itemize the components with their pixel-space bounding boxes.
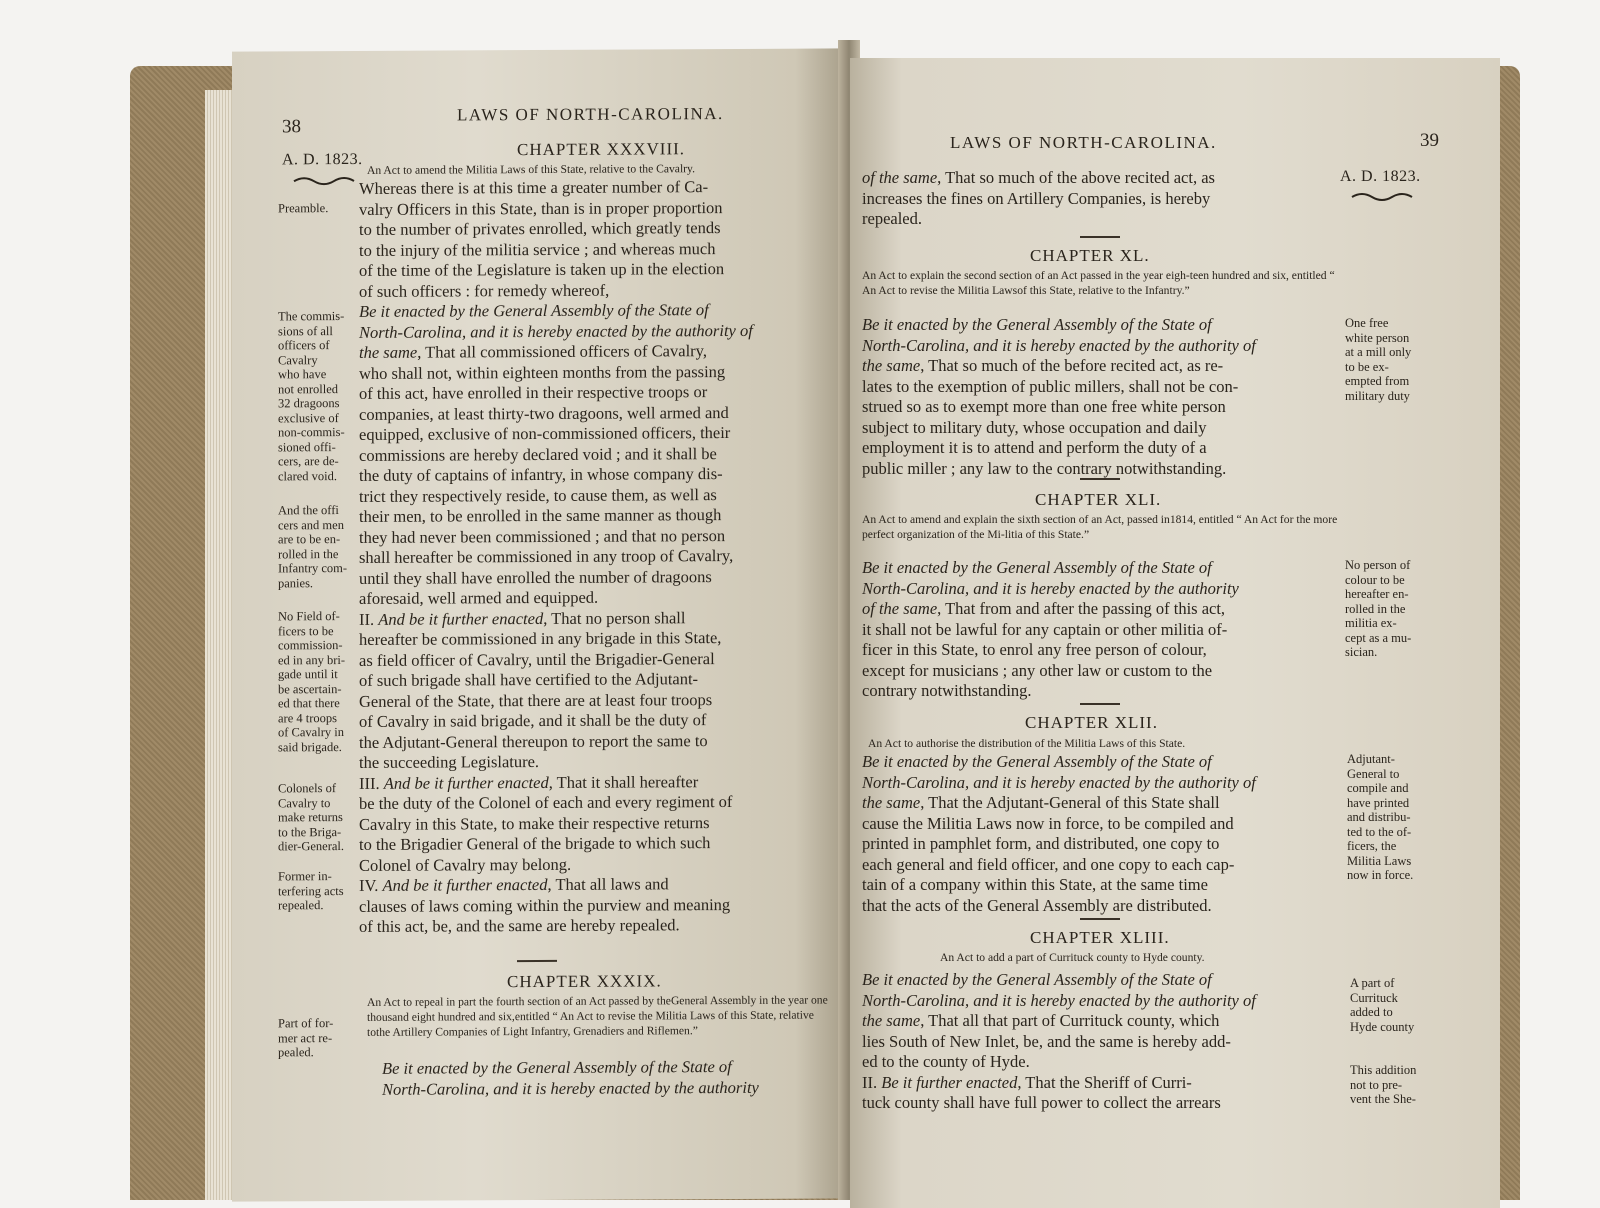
text-line: ed to the county of Hyde.	[862, 1052, 1030, 1071]
text-line: Currituck	[1350, 990, 1398, 1005]
text-line: cers, are de-	[278, 454, 339, 469]
text-line: ficers to be	[278, 623, 334, 638]
text-line: Hyde county	[1350, 1019, 1415, 1034]
running-head: LAWS OF NORTH-CAROLINA.	[950, 133, 1217, 152]
text-line: said brigade.	[278, 739, 342, 754]
chapter-heading: CHAPTER XLI.	[1035, 490, 1162, 509]
text-line: hereafter be commissioned in any brigade in this State,	[359, 628, 722, 649]
text-line: teen hundred and six, entitled “ An Act to revise the Militia Laws	[862, 269, 1335, 297]
text-line: that the acts of the General Assembly are distributed.	[862, 895, 1212, 915]
text-line: North-Carolina, and it is hereby enacted by the authority of	[862, 990, 1256, 1010]
text-line: Be it enacted by the General Assembly of the State of	[359, 300, 709, 321]
text-line: III. And be it further enacted, That it shall hereafter	[359, 771, 699, 793]
text-line: North-Carolina, and it is hereby enacted by the authority	[862, 578, 1239, 598]
text-line: empted from	[1345, 374, 1410, 388]
margin-note	[1345, 316, 1411, 403]
text-line: shall hereafter be commissioned in any troop of Cavalry,	[359, 545, 734, 567]
divider-rule	[517, 960, 557, 962]
enacting-clause: of the same	[862, 599, 938, 618]
act-abstract	[940, 950, 1360, 965]
text-line: to the number of privates enrolled, which greatly tends	[359, 218, 721, 239]
text-line: it shall not be lawful for any captain or other militia of-	[862, 619, 1228, 639]
text-line: the same, That the Adjutant-General of this State shall	[862, 793, 1220, 812]
text-line: of such brigade shall have certified to the Adjutant-	[359, 669, 699, 690]
chapter-body	[862, 315, 1342, 479]
text-line: aforesaid, well armed and equipped.	[359, 587, 599, 608]
text-line: General to	[1347, 766, 1400, 781]
text-line: who have	[278, 367, 327, 382]
text-line: tuck county shall have full power to collect the arrears	[862, 1093, 1221, 1112]
text-line: at a mill only	[1345, 345, 1412, 359]
text-line: clared void.	[278, 468, 338, 483]
chapter-heading: CHAPTER XLII.	[1025, 713, 1158, 732]
text-line: ed in any bri-	[278, 652, 345, 667]
text-line: ficer in this State, to enrol any free person of colour,	[862, 640, 1207, 659]
text-line: not enrolled	[278, 381, 339, 396]
text-line: of this act, have enrolled in their respective troops or	[359, 382, 708, 403]
continuation-text	[862, 168, 1342, 230]
margin-note	[1347, 752, 1413, 883]
chapter-heading: CHAPTER XLIII.	[1030, 928, 1170, 947]
text-line: to be ex-	[1345, 359, 1389, 374]
text-line: mer act re-	[278, 1030, 333, 1045]
margin-note-preamble	[278, 201, 328, 216]
text-line: the Artillery Companies of Light Infantry, Grenadiers and Riflemen.”	[376, 1024, 698, 1039]
text-line: of the same, That from and after the passing of this act,	[862, 599, 1226, 618]
text-line: entitled “ An Act to revise the Militia Laws of this State, relative to	[367, 1008, 814, 1039]
squiggle-ornament	[1350, 191, 1420, 203]
chapter-body	[382, 1056, 832, 1099]
act-abstract	[862, 268, 1342, 298]
text-line: hereafter en-	[1345, 587, 1409, 601]
text-line: Be it enacted by the General Assembly of the State of	[862, 752, 1212, 771]
divider-rule	[1080, 918, 1120, 920]
margin-note-former-acts	[278, 869, 344, 913]
text-line: of Cavalry in said brigade, and it shall be the duty of	[359, 710, 707, 731]
text-line: panies.	[278, 575, 314, 590]
text-line: be the duty of the Colonel of each and every regiment of	[359, 791, 733, 813]
text-line: cause the Militia Laws now in force, to be compiled and	[862, 813, 1234, 833]
page-number: 39	[1420, 130, 1439, 151]
text-line: rolled in the	[278, 546, 339, 561]
text-line: to the injury of the militia service ; and whereas much	[359, 238, 716, 260]
text-line: General Assembly in the year one thousand eight hundred and six,	[367, 993, 828, 1024]
text-line: repealed.	[862, 209, 922, 228]
text-line: of the same, That so much of the above recited act, as	[862, 168, 1215, 187]
act-abstract	[862, 512, 1342, 542]
text-line: North-Carolina, and it is hereby enacted by the authority of	[862, 335, 1256, 355]
text-line: vent the She-	[1350, 1092, 1416, 1106]
text-line: trict they respectively reside, to cause them, as well as	[359, 484, 717, 506]
text-line: 32 dragoons	[278, 396, 340, 411]
text-line: An Act to amend and explain the sixth section of an Act, passed in	[862, 513, 1170, 526]
text-line: Adjutant-	[1347, 752, 1395, 766]
chapter-body	[862, 970, 1342, 1114]
text-line: Cavalry	[278, 352, 318, 367]
text-line: military duty	[1345, 388, 1410, 403]
text-line: have printed	[1347, 795, 1410, 810]
text-line: the same, That so much of the before recited act, as re-	[862, 356, 1224, 375]
text-line: until they shall have enrolled the number of dragoons	[359, 566, 712, 588]
right-page	[850, 58, 1500, 1208]
margin-note	[1350, 976, 1414, 1034]
page-number: 38	[282, 116, 301, 138]
text-line: ficers, the	[1347, 839, 1397, 853]
text-line: terfering acts	[278, 883, 344, 898]
text-line: of this State, relative to the Infantry.”	[1017, 284, 1190, 297]
text-line: added to	[1350, 1005, 1393, 1019]
text-line: repealed.	[278, 898, 324, 913]
text-line: Whereas there is at this time a greater number of Ca-	[359, 177, 709, 198]
text-line: contrary notwithstanding.	[862, 681, 1032, 700]
text-line: An Act to add a part of Currituck county to Hyde county.	[940, 951, 1205, 964]
text-line: commissions are hereby declared void ; and it shall be	[359, 443, 717, 465]
text-line: Militia Laws	[1347, 853, 1412, 868]
text-line: sician.	[1345, 645, 1378, 659]
text-line: litia of this State.”	[1004, 528, 1090, 541]
text-line: An Act to explain the second section of an Act passed in the year eigh-	[862, 269, 1190, 282]
enacting-clause: the same	[862, 356, 921, 375]
text-line: of such officers : for remedy whereof,	[359, 280, 610, 301]
margin-note	[1350, 1063, 1416, 1107]
divider-rule	[1080, 236, 1120, 238]
text-line: IV. And be it further enacted, That all laws and	[359, 874, 669, 895]
text-line: exclusive of	[278, 410, 339, 425]
chapter-heading: CHAPTER XL.	[1030, 246, 1150, 265]
text-line: And the offi	[278, 503, 339, 518]
divider-rule	[1080, 703, 1120, 705]
page-edges	[205, 90, 235, 1200]
text-line: A part of	[1350, 976, 1395, 990]
chapter-heading: CHAPTER XXXVIII.	[517, 139, 686, 160]
text-line: and distribu-	[1347, 810, 1411, 824]
text-line: equipped, exclusive of non-commissioned officers, their	[359, 422, 731, 444]
text-line: ed that there	[278, 696, 340, 711]
margin-note-officers-and-men	[278, 503, 347, 590]
text-line: subject to military duty, whose occupation and daily	[862, 417, 1207, 437]
text-line: not to pre-	[1350, 1077, 1403, 1092]
text-line: commission-	[278, 638, 343, 653]
text-line: North-Carolina, and it is hereby enacted by the authority	[382, 1077, 759, 1099]
text-line: Infantry com-	[278, 560, 348, 576]
text-line: sioned offi-	[278, 439, 336, 454]
margin-note-part-repealed	[278, 1016, 333, 1060]
text-line: tain of a company within this State, at the same time	[862, 875, 1208, 894]
enacting-clause: And be it further enacted	[382, 874, 548, 895]
text-line: North-Carolina, and it is hereby enacted by the authority of	[359, 320, 753, 342]
text-line: increases the fines on Artillery Companies, is hereby	[862, 188, 1211, 208]
text-line: the same, That all commissioned officers of Cavalry,	[359, 341, 707, 362]
text-line: gade until it	[278, 667, 338, 682]
text-line: except for musicians ; any other law or custom to the	[862, 660, 1213, 680]
text-line: sions of all	[278, 323, 333, 338]
text-line: militia ex-	[1345, 616, 1397, 630]
text-line: II. And be it further enacted, That no person shall	[359, 607, 686, 629]
text-line: printed in pamphlet form, and distributed, one copy to	[862, 834, 1220, 853]
text-line: the Adjutant-General thereupon to report the same to	[359, 730, 708, 752]
text-line: 1814, entitled “ An Act for the more perfect organization of the Mi-	[862, 513, 1338, 541]
text-line: their men, to be enrolled in the same manner as though	[359, 505, 722, 526]
text-line: Colonel of Cavalry may belong.	[359, 854, 572, 875]
text-line: of this act, be, and the same are hereby repealed.	[359, 915, 680, 936]
text-line: who shall not, within eighteen months from the passing	[359, 361, 726, 383]
text-line: pealed.	[278, 1045, 314, 1060]
chapter-body	[359, 176, 829, 937]
year-note: A. D. 1823.	[282, 150, 363, 169]
enacting-clause: the same	[359, 342, 418, 362]
margin-note	[1345, 558, 1411, 660]
text-line: Be it enacted by the General Assembly of the State of	[862, 315, 1212, 334]
text-line: Former in-	[278, 869, 332, 884]
text-line: cept as a mu-	[1345, 630, 1412, 645]
enacting-clause: of the same	[862, 168, 938, 187]
text-line: to the Briga-	[278, 824, 342, 839]
text-line: the succeeding Legislature.	[359, 751, 540, 772]
text-line: Cavalry in this State, to make their respective returns	[359, 812, 710, 834]
squiggle-ornament	[292, 175, 362, 187]
text-line: rolled in the	[1345, 601, 1406, 616]
chapter-body	[862, 752, 1342, 916]
text-line: employment it is to attend and perform the duty of a	[862, 438, 1207, 457]
running-head: LAWS OF NORTH-CAROLINA.	[457, 104, 724, 125]
text-line: II. Be it further enacted, That the Sheriff of Curri-	[862, 1072, 1192, 1092]
text-line: Colonels of	[278, 781, 336, 796]
text-line: of Cavalry in	[278, 725, 344, 740]
text-line: One free	[1345, 316, 1389, 330]
text-line: clauses of laws coming within the purview and meaning	[359, 894, 731, 916]
text-line: North-Carolina, and it is hereby enacted by the authority of	[862, 772, 1256, 792]
text-line: the same, That all that part of Currituck county, which	[862, 1011, 1220, 1030]
enacting-clause: And be it further enacted	[378, 608, 544, 629]
text-line: as field officer of Cavalry, until the Brigadier-General	[359, 648, 715, 670]
text-line: cers and men	[278, 517, 344, 532]
text-line: No Field of-	[278, 609, 340, 624]
text-line: General of the State, that there are at least four troops	[359, 689, 713, 711]
text-line: Cavalry to	[278, 795, 331, 810]
text-line: to the Brigadier General of the brigade to which such	[359, 833, 711, 854]
text-line: each general and field officer, and one copy to each cap-	[862, 854, 1235, 874]
margin-note-colonels	[278, 781, 344, 854]
text-line: public miller ; any law to the contrary notwithstanding.	[862, 458, 1227, 478]
text-line: compile and	[1347, 781, 1409, 795]
text-line: No person of	[1345, 558, 1411, 572]
text-line: An Act to repeal in part the fourth section of an Act passed by the	[367, 994, 671, 1009]
enacting-clause: the same	[862, 793, 921, 812]
margin-note-commissions	[278, 309, 345, 483]
text-line: ted to the of-	[1347, 824, 1412, 839]
enacting-clause: And be it further enacted	[383, 772, 549, 793]
text-line: strued so as to exempt more than one free white person	[862, 397, 1226, 416]
text-line: valry Officers in this State, than is in proper proportion	[359, 197, 723, 219]
text-line: Be it enacted by the General Assembly of the State of	[382, 1056, 732, 1078]
text-line: make returns	[278, 810, 343, 825]
text-line: the duty of captains of infantry, in whose company dis-	[359, 464, 723, 485]
text-line: Be it enacted by the General Assembly of the State of	[862, 970, 1212, 989]
margin-note-field-officers	[278, 609, 345, 754]
text-line: white person	[1345, 330, 1410, 345]
text-line: companies, at least thirty-two dragoons, well armed and	[359, 402, 729, 424]
text-line: now in force.	[1347, 868, 1414, 882]
text-line: they had never been commissioned ; and that no person	[359, 525, 726, 547]
chapter-heading: CHAPTER XXXIX.	[507, 971, 662, 992]
text-line: are 4 troops	[278, 710, 338, 725]
act-abstract: An Act to amend the Militia Laws of this State, relative to the Cavalry.	[367, 162, 695, 177]
text-line: lates to the exemption of public millers, shall not be con-	[862, 376, 1239, 396]
text-line: of the time of the Legislature is taken up in the election	[359, 259, 725, 280]
divider-rule	[1080, 478, 1120, 480]
text-line: colour to be	[1345, 572, 1405, 587]
enacting-clause: Be it further enacted	[881, 1072, 1018, 1092]
chapter-body	[862, 558, 1342, 702]
text-line: lies South of New Inlet, be, and the same is hereby add-	[862, 1031, 1231, 1051]
act-abstract	[868, 736, 1348, 751]
text-line: This addition	[1350, 1063, 1417, 1077]
text-line: dier-General.	[278, 839, 345, 854]
text-line: are to be en-	[278, 532, 341, 547]
enacting-clause: the same	[862, 1011, 921, 1030]
year-note: A. D. 1823.	[1340, 168, 1421, 185]
text-line: The commis-	[278, 309, 345, 324]
text-line: Be it enacted by the General Assembly of the State of	[862, 558, 1212, 577]
text-line: non-commis-	[278, 425, 345, 440]
text-line: Part of for-	[278, 1016, 334, 1031]
left-page	[232, 48, 844, 1201]
text-line: An Act to authorise the distribution of the Militia Laws of this State.	[868, 737, 1186, 750]
text-line: be ascertain-	[278, 681, 342, 696]
text-line: Preamble.	[278, 201, 329, 216]
text-line: officers of	[278, 338, 330, 353]
act-abstract	[367, 992, 837, 1039]
